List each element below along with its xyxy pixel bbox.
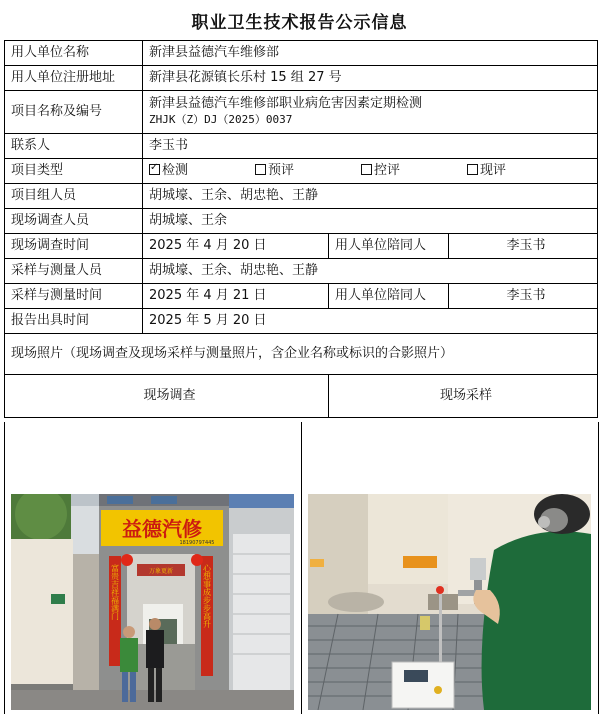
photo-survey-image [11,494,294,710]
row-survey-time [5,234,598,259]
checkbox-empty-icon[interactable] [467,164,478,175]
row-report-date [5,309,598,334]
photo-divider [301,422,302,714]
label-project-type: 项目类型 [5,159,143,184]
row-sampling-time [5,284,598,309]
shop-sign-phone: 18190797445 [179,540,215,546]
info-table [4,40,598,418]
photo-column-survey: 现场调查 [5,375,329,418]
photos-heading: 现场照片（现场调查及现场采样与测量照片，含企业名称或标识的合影照片） [5,334,598,375]
page-title: 职业卫生技术报告公示信息 [191,13,408,33]
label-survey-companion: 用人单位陪同人 [329,234,449,259]
label-sampling-staff: 采样与测量人员 [5,259,143,284]
project-code: ZHJK（Z）DJ（2025）0037 [149,113,293,126]
value-team: 胡城壕、王余、胡忠艳、王静 [143,184,598,209]
photo-column-sampling: 现场采样 [329,375,598,418]
row-project [5,91,598,134]
shop-sign-text: 益德汽修 [122,517,202,541]
value-project [143,91,598,134]
label-employer-address: 用人单位注册地址 [5,66,143,91]
row-sampling-staff [5,259,598,284]
label-employer-name: 用人单位名称 [5,41,143,66]
row-employer-name [5,41,598,66]
option-current-evaluation[interactable]: 现评 [467,163,573,179]
value-employer-name: 新津县益德汽车维修部 [143,41,598,66]
label-sampling-time: 采样与测量时间 [5,284,143,309]
value-project-type [143,159,598,184]
label-survey-staff: 现场调查人员 [5,209,143,234]
label-project: 项目名称及编号 [5,91,143,134]
value-report-date: 2025 年 5 月 20 日 [143,309,598,334]
photo-survey [11,494,294,710]
label-team: 项目组人员 [5,184,143,209]
label-contact: 联系人 [5,134,143,159]
row-photo-columns [5,375,598,418]
door-banner-text: 万象更新 [148,568,174,575]
value-employer-address: 新津县花源镇长乐村 15 组 27 号 [143,66,598,91]
checkbox-empty-icon[interactable] [255,164,266,175]
photo-sampling [308,494,591,710]
option-control-evaluation[interactable]: 控评 [361,163,467,179]
row-project-type [5,159,598,184]
option-detection[interactable]: ✓ 检测 [149,163,255,179]
project-name: 新津县益德汽车维修部职业病危害因素定期检测 [149,96,423,111]
label-survey-time: 现场调查时间 [5,234,143,259]
row-employer-address [5,66,598,91]
value-sampling-time: 2025 年 4 月 21 日 [143,284,329,309]
value-sampling-staff: 胡城壕、王余、胡忠艳、王静 [143,259,598,284]
value-sampling-companion: 李玉书 [449,284,598,309]
value-survey-time: 2025 年 4 月 20 日 [143,234,329,259]
row-contact [5,134,598,159]
value-survey-companion: 李玉书 [449,234,598,259]
row-survey-staff [5,209,598,234]
couplet-left: 富贵吉祥福满门 [110,564,120,620]
label-report-date: 报告出具时间 [5,309,143,334]
checkbox-empty-icon[interactable] [361,164,372,175]
label-sampling-companion: 用人单位陪同人 [329,284,449,309]
value-contact: 李玉书 [143,134,598,159]
photo-sampling-image [308,494,591,710]
value-survey-staff: 胡城壕、王余 [143,209,598,234]
couplet-right: 心想事成步步高升 [202,564,212,628]
option-pre-evaluation[interactable]: 预评 [255,163,361,179]
photo-area [4,422,599,714]
row-photos-heading [5,334,598,375]
row-team [5,184,598,209]
checkbox-checked-icon[interactable] [149,164,160,175]
